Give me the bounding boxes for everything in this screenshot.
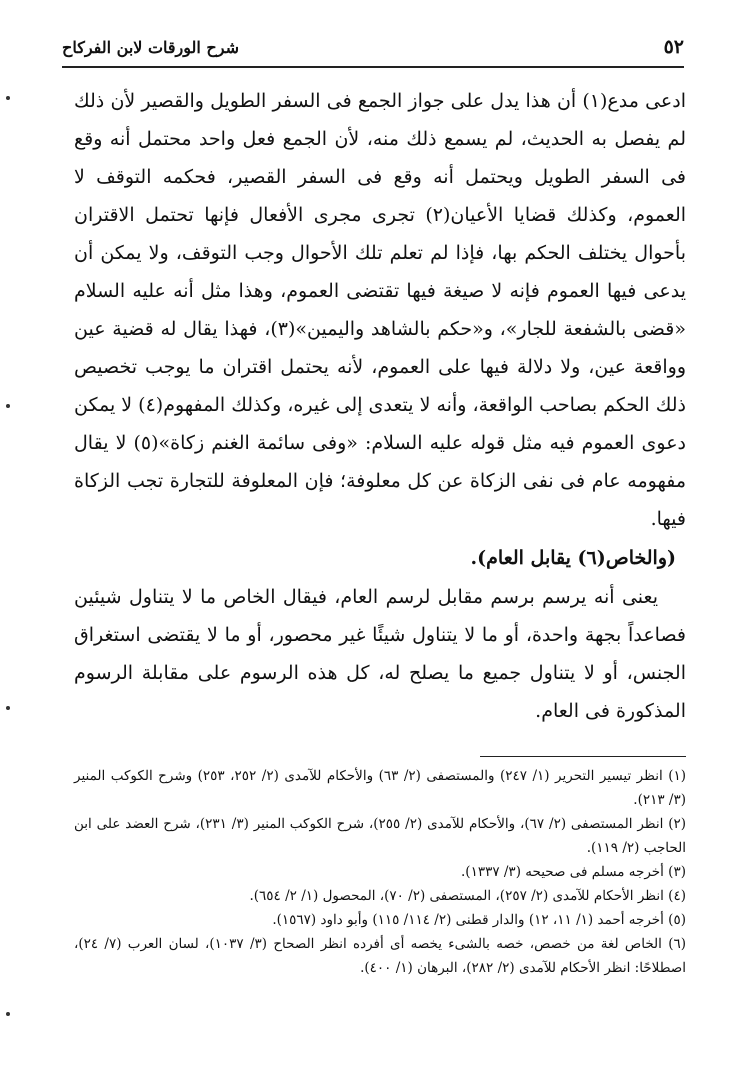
footnote-2: (٢) انظر المستصفى (٢/ ٦٧)، والأحكام للآمدى (٢/ ٢٥٥)، شرح الكوكب المنير (٣/ ٢٣١)، شرح العضد على ابن الحاجب (٢/ ١١٩). (74, 816, 687, 856)
page-number: ٥٢ (663, 36, 684, 58)
footnote-4: (٤) انظر الأحكام للآمدى (٢/ ٢٥٧)، المستصفى (٢/ ٧٠)، المحصول (١/ ٢/ ٦٥٤). (249, 888, 686, 904)
margin-mark (6, 706, 10, 710)
footnote-rule (480, 756, 686, 757)
margin-mark (6, 404, 10, 408)
footnote-6: (٦) الخاص لغة من خصص، خصه بالشىء يخصه أى أفرده انظر الصحاح (٣/ ١٠٣٧)، لسان العرب (٧/ ٢٤)، اصطلاحًا: انظر الأحكام للآمدى (٢/ ٢٨٢)، البرهان (١/ ٤٠٠). (74, 936, 687, 976)
running-title: شرح الورقات لابن الفركاح (62, 38, 239, 57)
paragraph-2: يعنى أنه يرسم برسم مقابل لرسم العام، فيقال الخاص ما لا يتناول شيئين فصاعداً بجهة واحدة، أو ما لا يتناول شيئًا غير محصور، أو ما لا يقتضى استغراق الجنس، أو لا يتناول جميع ما يصلح له، كل هذه الرسوم على مقابلة الرسوم المذكورة فى العام. (74, 586, 686, 722)
footnote-5: (٥) أخرجه أحمد (١/ ١١، ١٢) والدار قطنى (٢/ ١١٤/ ١١٥) وأبو داود (١٥٦٧). (272, 912, 686, 928)
footnotes (74, 764, 686, 980)
header-rule (62, 66, 684, 68)
section-heading: (والخاص(٦) يقابل العام). (470, 547, 676, 569)
footnote-3: (٣) أخرجه مسلم فى صحيحه (٣/ ١٣٣٧). (461, 864, 686, 880)
footnote-1: (١) انظر تيسير التحرير (١/ ٢٤٧) والمستصفى (٢/ ٦٣) والأحكام للآمدى (٢/ ٢٥٢، ٢٥٣) وشرح الكوكب المنير (٣/ ٢١٣). (74, 768, 687, 808)
running-header (62, 36, 684, 66)
paragraph-1: ادعى مدع(١) أن هذا يدل على جواز الجمع فى السفر الطويل والقصير لأن ذلك لم يفصل به الحديث، لم يسمع ذلك منه، لأن الجمع فعل واحد محتمل أنه وقع فى السفر الطويل ويحتمل أنه وقع فى السفر القصير، فحكمه التوقف لا العموم، وكذلك قضايا الأعيان(٢) تجرى مجرى الأفعال فإنها تحتمل الاقتران بأحوال يختلف الحكم بها، فإذا لم تعلم تلك الأحوال وجب التوقف، ولا يمكن أن يدعى فيها العموم فإنه لا صيغة فيها تقتضى العموم، وهذا مثل أنه عليه السلام «قضى بالشفعة للجار»، و«حكم بالشاهد واليمين»(٣)، فهذا يقال له قضية عين وواقعة عين، ولا دلالة فيها على العموم، لأنه يحتمل اقتران ما يوجب تخصيص ذلك الحكم بصاحب الواقعة، وأنه لا يتعدى إلى غيره، وكذلك المفهوم(٤) لا يمكن دعوى العموم فيه مثل قوله عليه السلام: «وفى سائمة الغنم زكاة»(٥) لا يقال مفهومه عام فى نفى الزكاة عن كل معلوفة؛ فإن المعلوفة للتجارة تجب الزكاة فيها. (74, 90, 687, 530)
main-text (74, 82, 686, 730)
margin-mark (6, 1012, 10, 1016)
margin-mark (6, 96, 10, 100)
